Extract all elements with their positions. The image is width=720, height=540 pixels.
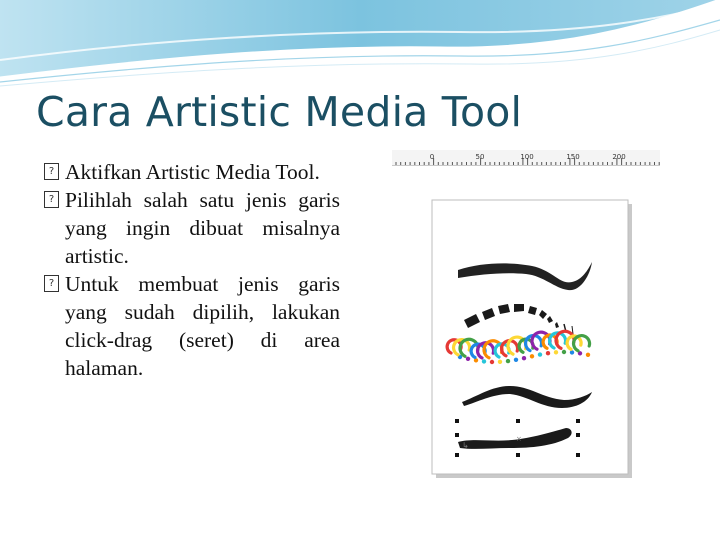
ruler-label: 0 (429, 153, 435, 161)
spray-dot (466, 357, 470, 361)
spray-dot (514, 358, 518, 362)
bullet-text: Pilihlah salah satu jenis garis yang ingin dibuat misalnya artistic. (65, 188, 340, 268)
spray-dot (530, 354, 534, 358)
spray-dot (490, 360, 494, 364)
ruler-label: 200 (612, 153, 626, 161)
bullet-item (44, 186, 340, 270)
bullet-item (44, 158, 340, 186)
ruler-label: 150 (566, 153, 580, 161)
spray-dot (570, 350, 574, 354)
bullet-marker-icon: ? (44, 163, 59, 180)
spray-dot (522, 356, 526, 360)
horizontal-ruler (392, 150, 660, 166)
spray-dot (506, 359, 510, 363)
bullet-text: Untuk membuat jenis garis yang sudah dipilih, lakukan click-drag (seret) di area halaman. (65, 272, 340, 380)
bullet-marker-icon: ? (44, 191, 59, 208)
header-wave-decoration (0, 0, 720, 90)
ruler-label: 100 (520, 153, 534, 161)
bullet-list (44, 158, 340, 382)
bullet-text: Aktifkan Artistic Media Tool. (65, 160, 320, 184)
bullet-marker-icon: ? (44, 275, 59, 292)
ruler-label: 50 (475, 153, 485, 161)
spray-dot (562, 350, 566, 354)
spray-dot (546, 351, 550, 355)
spray-dot (498, 360, 502, 364)
center-mark-icon: × (516, 435, 522, 443)
slide-title: Cara Artistic Media Tool (36, 88, 523, 136)
spray-dot (554, 350, 558, 354)
spray-dot (482, 359, 486, 363)
bullet-item (44, 270, 340, 382)
cursor-icon: ↳ (462, 441, 469, 450)
spray-dot (538, 352, 542, 356)
spray-dot (586, 353, 590, 357)
artistic-media-screenshot (392, 150, 660, 500)
